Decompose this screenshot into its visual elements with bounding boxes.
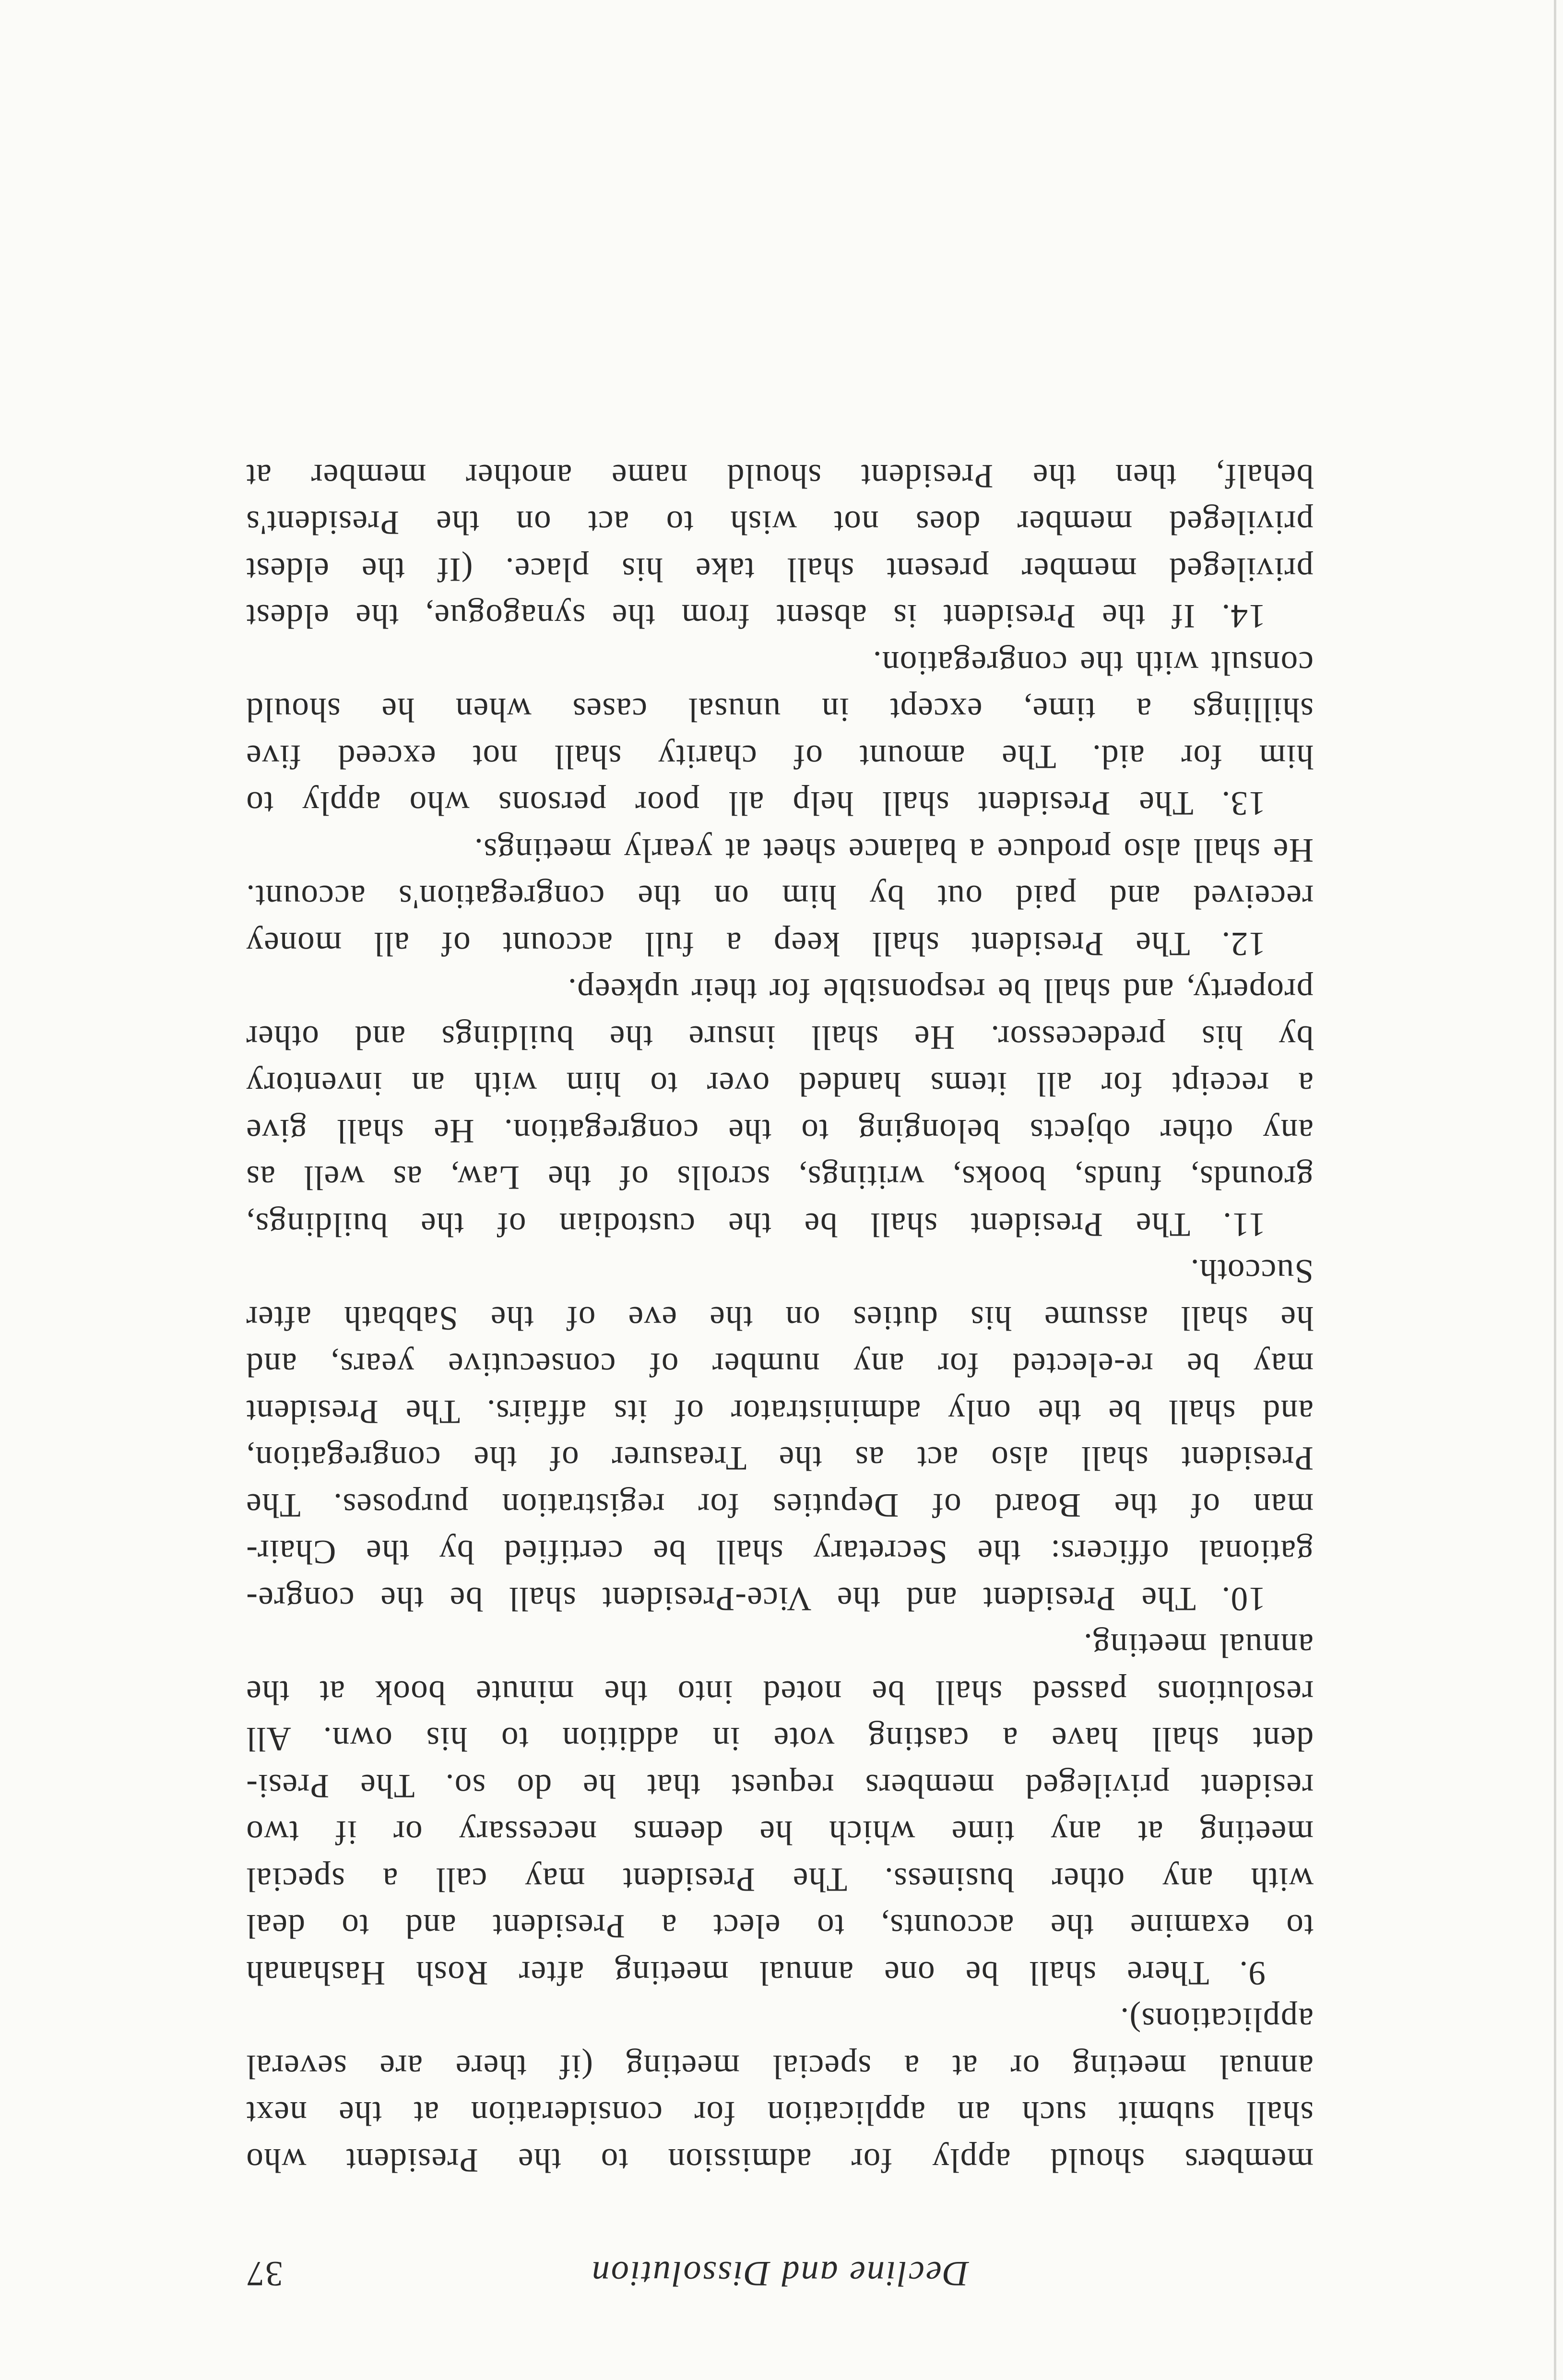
text-line: privileged member present shall take his place. (If the eldest bbox=[246, 551, 1314, 588]
text-line: to examine the accounts, to elect a President and to deal bbox=[246, 1907, 1314, 1945]
text-line: may be re-elected for any number of consecutive years, and bbox=[246, 1346, 1314, 1384]
text-line: annual meeting or at a special meeting (if there are several bbox=[246, 2048, 1314, 2085]
text-line: meeting at any time which he deems necessary or if two bbox=[246, 1814, 1314, 1852]
text-line: grounds, funds, books, writings, scrolls of the Law, as well as bbox=[246, 1159, 1314, 1197]
text-line: and shall be the only administrator of its affairs. The President bbox=[246, 1393, 1314, 1430]
text-line: consult with the congregation. bbox=[872, 644, 1314, 682]
running-head bbox=[246, 2241, 1314, 2294]
text-line: 14. If the President is absent from the synagogue, the eldest bbox=[246, 597, 1266, 635]
text-line: by his predecessor. He shall insure the buildings and other bbox=[246, 1019, 1314, 1056]
text-line: with any other business. The President may call a special bbox=[246, 1861, 1314, 1898]
text-line: received and paid out by him on the congregation's account. bbox=[246, 878, 1314, 916]
text-line: 11. The President shall be the custodian of the buildings, bbox=[246, 1206, 1266, 1243]
page-edge-line bbox=[1554, 0, 1556, 2380]
running-title: Decline and Dissolution bbox=[590, 2254, 969, 2293]
text-line: Succoth. bbox=[1190, 1252, 1314, 1290]
text-line: shillings a time, except in unusal cases when he should bbox=[246, 691, 1314, 729]
text-line: members should apply for admission to the President who bbox=[246, 2142, 1314, 2179]
page-number: 37 bbox=[246, 2254, 283, 2293]
text-line: any other objects belonging to the congregation. He shall give bbox=[246, 1112, 1314, 1150]
text-line: gational officers: the Secretary shall be certified by the Chair- bbox=[246, 1533, 1314, 1571]
text-line: behalf, then the President should name another member at bbox=[246, 457, 1314, 495]
text-line: him for aid. The amount of charity shall not exceed five bbox=[246, 738, 1314, 775]
text-line: dent shall have a casting vote in addition to his own. All bbox=[246, 1720, 1314, 1758]
text-line: He shall also produce a balance sheet at yearly meetings. bbox=[474, 832, 1314, 869]
text-line: 13. The President shall help all poor persons who apply to bbox=[246, 785, 1266, 822]
text-line: President shall also act as the Treasurer of the congregation, bbox=[246, 1440, 1314, 1477]
text-line: 12. The President shall keep a full account of all money bbox=[246, 925, 1266, 963]
text-line: 10. The President and the Vice-President shall be the congre- bbox=[246, 1580, 1266, 1618]
text-line: applications). bbox=[1119, 2001, 1314, 2039]
text-line: resolutions passed shall be noted into the minute book at the bbox=[246, 1674, 1314, 1711]
text-line: privileged member does not wish to act on the President's bbox=[246, 504, 1314, 542]
text-line: resident privileged members request that he do so. The Presi- bbox=[246, 1767, 1314, 1805]
text-line: property, and shall be responsible for their upkeep. bbox=[567, 972, 1314, 1010]
text-line: a receipt for all items handed over to him with an inventory bbox=[246, 1065, 1314, 1103]
text-line: he shall assume his duties on the eve of the Sabbath after bbox=[246, 1299, 1314, 1337]
body-text bbox=[246, 452, 1314, 2184]
text-line: man of the Board of Deputies for registration purposes. The bbox=[246, 1487, 1314, 1524]
text-line: shall submit such an application for consideration at the next bbox=[246, 2094, 1314, 2132]
text-line: 9. There shall be one annual meeting after Rosh Hashanah bbox=[246, 1954, 1266, 1992]
text-line: annual meeting. bbox=[1083, 1627, 1314, 1665]
